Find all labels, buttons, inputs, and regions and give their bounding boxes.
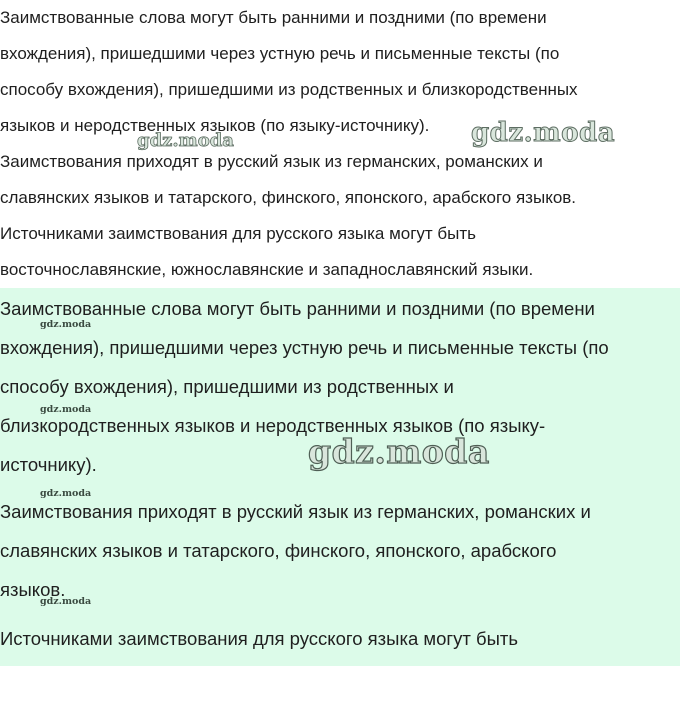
text-line: способу вхождения), пришедшими из родственных и близкородственных — [0, 80, 578, 99]
text-line: Заимствованные слова могут быть ранними и поздними (по времени — [0, 298, 595, 319]
text-line: Источниками заимствования для русского языка могут быть — [0, 224, 477, 243]
watermark-logo: gdz.moda — [137, 130, 234, 151]
watermark-logo: gdz.moda — [40, 319, 92, 330]
text-line: славянских языков и татарского, финского, японского, арабского языков. — [0, 188, 577, 207]
text-line: Заимствования приходят в русский язык из германских, романских и — [0, 152, 543, 171]
text-line: способу вхождения), пришедшими из родственных и — [0, 376, 454, 397]
text-line: языков и неродственных языков (по языку-источнику). — [0, 116, 430, 135]
highlighted-text-block — [0, 288, 680, 666]
text-line: источнику). — [0, 454, 97, 475]
text-line: славянских языков и татарского, финского, японского, арабского — [0, 540, 557, 561]
text-line: близкородственных языков и неродственных языков (по языку- — [0, 415, 546, 436]
text-line: восточнославянские, южнославянские и западнославянский языки. — [0, 260, 534, 279]
text-line: Источниками заимствования для русского языка могут быть — [0, 628, 519, 649]
watermark-logo: gdz.moda — [308, 432, 490, 471]
watermark-logo: gdz.moda — [40, 488, 92, 499]
text-line: Заимствованные слова могут быть ранними и поздними (по времени — [0, 8, 547, 27]
text-line: Заимствования приходят в русский язык из германских, романских и — [0, 501, 591, 522]
text-line: вхождения), пришедшими через устную речь и письменные тексты (по — [0, 337, 609, 358]
plain-text-block — [0, 0, 680, 288]
text-line: языков. — [0, 579, 66, 600]
text-line: вхождения), пришедшими через устную речь и письменные тексты (по — [0, 44, 560, 63]
watermark-logo: gdz.moda — [471, 118, 616, 148]
watermark-logo: gdz.moda — [40, 404, 92, 415]
watermark-logo: gdz.moda — [40, 596, 92, 607]
